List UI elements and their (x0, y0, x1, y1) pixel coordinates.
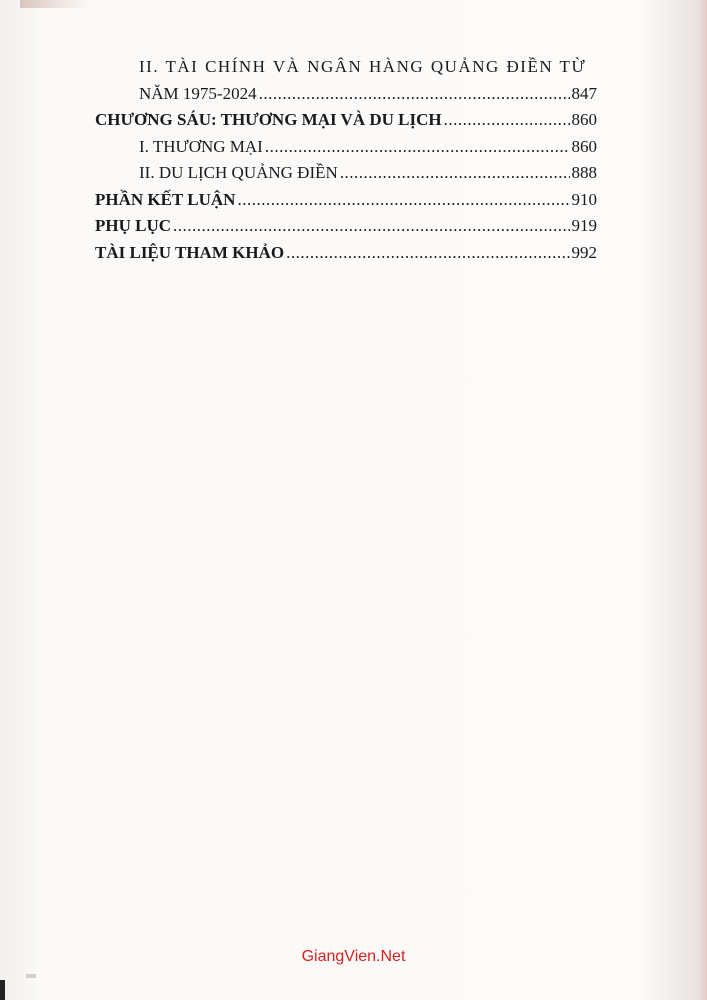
toc-page-number: 860 (571, 110, 597, 129)
dot-leader (237, 187, 569, 214)
dot-leader (259, 81, 570, 108)
toc-entry-title: CHƯƠNG SÁU: THƯƠNG MẠI VÀ DU LỊCH (95, 110, 442, 129)
toc-entry-title: II. TÀI CHÍNH VÀ NGÂN HÀNG QUẢNG ĐIỀN TỪ (139, 57, 587, 76)
toc-entry-title: PHẦN KẾT LUẬN (95, 189, 236, 209)
toc-entry-finance-banking-cont[interactable] (95, 81, 597, 108)
toc-page-number: 847 (571, 83, 597, 103)
dot-leader (286, 240, 569, 267)
toc-entry-title: I. THƯƠNG MẠI (139, 136, 263, 156)
toc-entry-commerce[interactable] (95, 134, 597, 161)
toc-entry-finance-banking[interactable] (95, 54, 597, 81)
dot-leader (444, 107, 570, 134)
dot-leader (265, 134, 570, 161)
toc-page-number: 860 (571, 136, 597, 156)
toc-page-number: 910 (571, 189, 597, 209)
toc-entry-conclusion[interactable] (95, 187, 597, 214)
scan-edge-artifact (0, 980, 5, 1000)
toc-entry-title: TÀI LIỆU THAM KHẢO (95, 242, 285, 262)
toc-page-number: 888 (571, 163, 597, 182)
toc-entry-title: NĂM 1975-2024 (139, 83, 257, 103)
toc-entry-tourism[interactable] (95, 160, 597, 187)
toc-entry-title: PHỤ LỤC (95, 216, 172, 235)
toc-page-number: 919 (571, 216, 597, 235)
dot-leader (340, 160, 570, 187)
toc-entry-chapter-six[interactable] (95, 107, 597, 134)
toc-entry-appendix[interactable] (95, 213, 597, 240)
toc-page-number: 992 (571, 242, 597, 262)
page-edge-shadow (699, 0, 707, 1000)
toc-entry-title: II. DU LỊCH QUẢNG ĐIỀN (139, 163, 338, 182)
scan-edge-mark (20, 0, 90, 8)
dot-leader (173, 213, 569, 240)
watermark-text: GiangVien.Net (301, 948, 406, 965)
scan-artifact (26, 974, 36, 978)
toc-entry-references[interactable] (95, 240, 597, 267)
table-of-contents (95, 54, 597, 266)
